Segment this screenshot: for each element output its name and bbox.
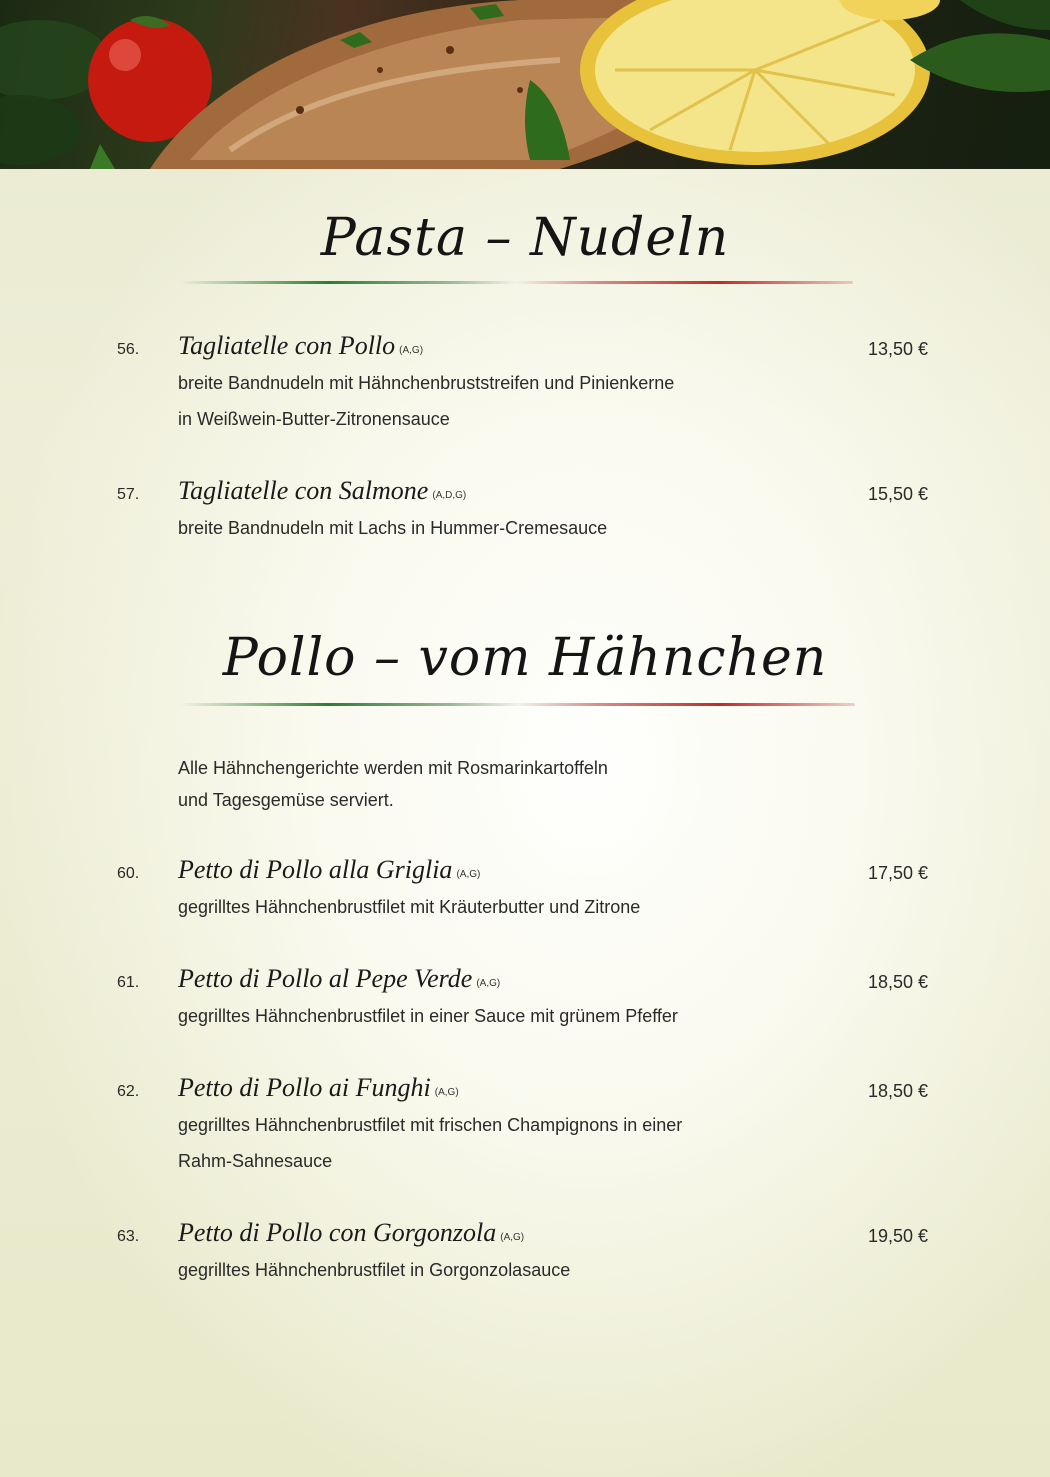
item-name <box>178 476 466 506</box>
item-allergens: (A,D,G) <box>432 490 467 501</box>
item-allergens: (A,G) <box>476 978 501 989</box>
item-description-line: gegrilltes Hähnchenbrustfilet in Gorgonzolasauce <box>178 1260 571 1280</box>
item-description <box>178 510 607 546</box>
item-name-text: Petto di Pollo con Gorgonzola <box>178 1218 497 1247</box>
item-description-line: gegrilltes Hähnchenbrustfilet mit frischen Champignons in einer <box>178 1115 683 1135</box>
item-name-text: Tagliatelle con Salmone <box>178 476 429 505</box>
item-price: 19,50 € <box>867 1226 928 1246</box>
section-title-pollo: Pollo – vom Hähnchen <box>222 628 828 688</box>
item-allergens: (A,G) <box>399 345 424 356</box>
item-allergens: (A,G) <box>434 1087 459 1098</box>
section-divider <box>180 281 853 284</box>
section-divider <box>180 703 855 706</box>
item-price: 15,50 € <box>867 484 928 504</box>
section-note-line: Alle Hähnchengerichte werden mit Rosmarinkartoffeln <box>178 758 608 778</box>
item-price: 13,50 € <box>867 339 928 359</box>
item-allergens: (A,G) <box>456 869 481 880</box>
item-name-text: Petto di Pollo ai Funghi <box>178 1073 431 1102</box>
item-description-line: breite Bandnudeln mit Lachs in Hummer-Cremesauce <box>178 518 608 538</box>
item-description-line: breite Bandnudeln mit Hähnchenbruststreifen und Pinienkerne <box>178 373 675 393</box>
item-description-line: Rahm-Sahnesauce <box>178 1151 333 1171</box>
item-description <box>178 1252 570 1288</box>
item-price: 18,50 € <box>867 1081 928 1101</box>
item-allergens: (A,G) <box>500 1232 525 1243</box>
item-description <box>178 1107 682 1179</box>
item-description-line: gegrilltes Hähnchenbrustfilet in einer Sauce mit grünem Pfeffer <box>178 1006 678 1026</box>
item-name-text: Petto di Pollo alla Griglia <box>178 855 453 884</box>
item-name-text: Tagliatelle con Pollo <box>178 331 396 360</box>
item-name <box>178 1073 459 1103</box>
item-price: 18,50 € <box>867 972 928 992</box>
item-description-line: gegrilltes Hähnchenbrustfilet mit Kräuterbutter und Zitrone <box>178 897 641 917</box>
section-title-pasta: Pasta – Nudeln <box>320 208 730 268</box>
item-description <box>178 998 678 1034</box>
item-number: 62. <box>117 1083 140 1100</box>
item-name-text: Petto di Pollo al Pepe Verde <box>178 964 473 993</box>
item-description <box>178 365 674 437</box>
section-note-line: und Tagesgemüse serviert. <box>178 790 394 810</box>
section-note <box>178 752 608 816</box>
food-illustration <box>0 0 1050 169</box>
item-name <box>178 964 500 994</box>
item-name <box>178 331 423 361</box>
item-number: 63. <box>117 1228 140 1245</box>
item-price: 17,50 € <box>867 863 928 883</box>
item-name <box>178 855 480 885</box>
item-description-line: in Weißwein-Butter-Zitronensauce <box>178 409 450 429</box>
item-number: 56. <box>117 341 140 358</box>
item-number: 60. <box>117 865 140 882</box>
item-number: 61. <box>117 974 140 991</box>
item-number: 57. <box>117 486 140 503</box>
item-description <box>178 889 640 925</box>
hero-food-photo <box>0 0 1050 169</box>
item-name <box>178 1218 524 1248</box>
